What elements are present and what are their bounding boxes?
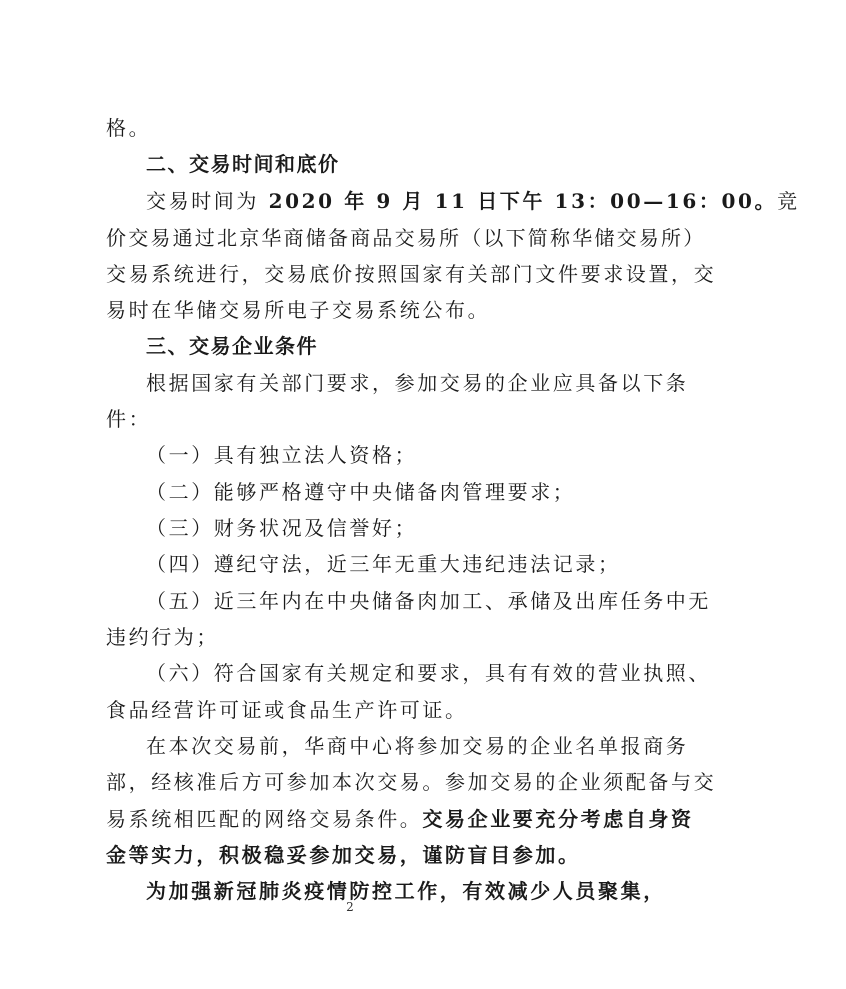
paragraph-registration-line3 bbox=[0, 805, 806, 833]
text-funding-warning: 交易企业要充分考虑自身资 bbox=[422, 807, 694, 831]
paragraph-registration-line1: 在本次交易前，华商中心将参加交易的企业名单报商务 bbox=[146, 734, 689, 758]
condition-item-4: （四）遵纪守法，近三年无重大违纪违法记录； bbox=[146, 552, 621, 576]
condition-item-6-line2: 食品经营许可证或食品生产许可证。 bbox=[106, 698, 468, 722]
condition-item-3: （三）财务状况及信誉好； bbox=[146, 516, 418, 540]
condition-item-2: （二）能够严格遵守中央储备肉管理要求； bbox=[146, 480, 576, 504]
paragraph-conditions-intro-line1: 根据国家有关部门要求，参加交易的企业应具备以下条 bbox=[146, 371, 689, 395]
paragraph-trading-time-line2: 价交易通过北京华商储备商品交易所（以下简称华储交易所） bbox=[106, 226, 706, 250]
text-network-conditions: 易系统相匹配的网络交易条件。 bbox=[106, 807, 423, 831]
text-trading-time-value: 2020 年 9 月 11 日下午 13：00—16：00。 bbox=[259, 189, 778, 213]
paragraph-trading-time-line3: 交易系统进行，交易底价按照国家有关部门文件要求设置，交 bbox=[106, 262, 717, 286]
paragraph-registration-line4: 金等实力，积极稳妥参加交易，谨防盲目参加。 bbox=[106, 843, 581, 867]
paragraph-trading-time-line1 bbox=[0, 187, 846, 215]
text-trading-time-continue: 竞 bbox=[777, 189, 800, 213]
paragraph-registration-line2: 部，经核准后方可参加本次交易。参加交易的企业须配备与交 bbox=[106, 770, 717, 794]
text-trading-time-label: 交易时间为 bbox=[146, 189, 259, 213]
paragraph-conditions-intro-line2: 件： bbox=[106, 407, 152, 431]
condition-item-1: （一）具有独立法人资格； bbox=[146, 443, 418, 467]
condition-item-5-line2: 违约行为； bbox=[106, 625, 219, 649]
paragraph-continuation: 格。 bbox=[106, 116, 152, 140]
page-number: 2 bbox=[346, 900, 354, 914]
paragraph-trading-time-line4: 易时在华储交易所电子交易系统公布。 bbox=[106, 298, 491, 322]
condition-item-5-line1: （五）近三年内在中央储备肉加工、承储及出库任务中无 bbox=[146, 589, 711, 613]
paragraph-epidemic-line1: 为加强新冠肺炎疫情防控工作，有效减少人员聚集， bbox=[146, 879, 666, 903]
section-heading-enterprise-conditions: 三、交易企业条件 bbox=[146, 334, 318, 358]
section-heading-trading-time: 二、交易时间和底价 bbox=[146, 152, 340, 176]
condition-item-6-line1: （六）符合国家有关规定和要求，具有有效的营业执照、 bbox=[146, 661, 711, 685]
